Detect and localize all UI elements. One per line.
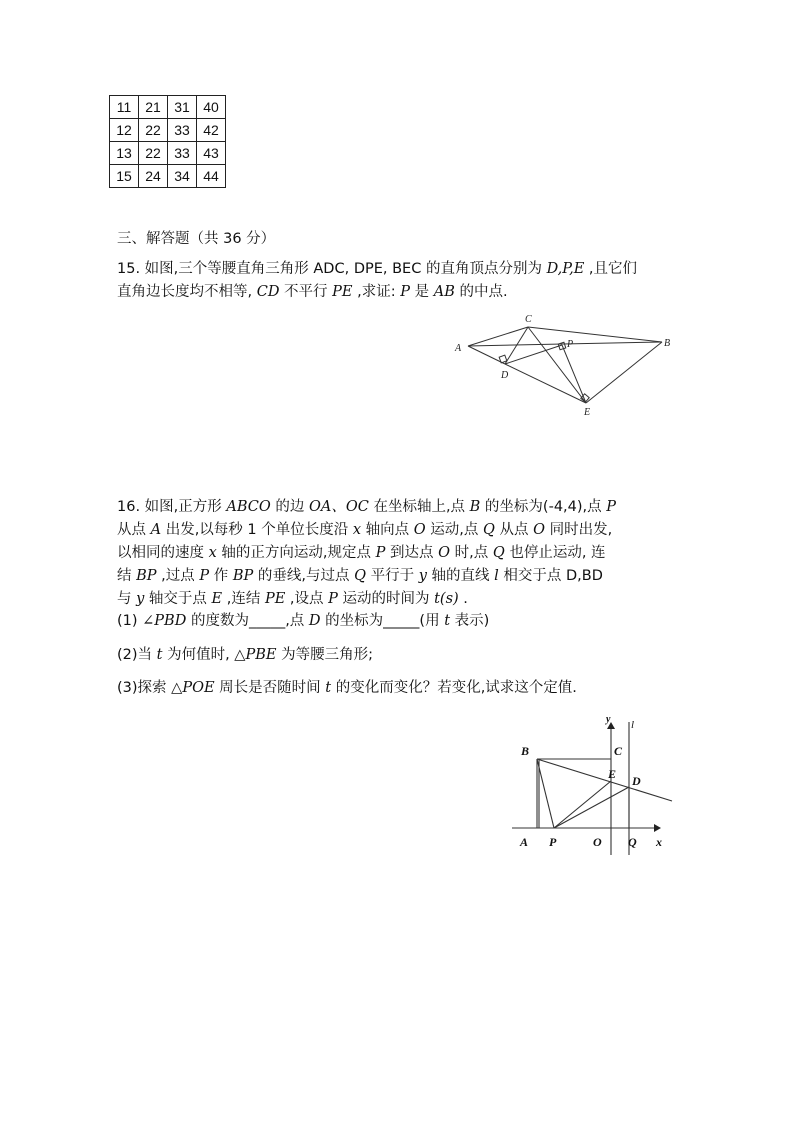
text: 轴的直线 xyxy=(426,568,495,584)
q16-part-2 xyxy=(117,644,373,666)
segment-BD xyxy=(537,759,672,801)
segment-PD xyxy=(554,787,629,828)
text: 的中点. xyxy=(454,284,508,300)
text: 是 xyxy=(410,284,434,300)
math: BP xyxy=(136,568,157,584)
text: 不平行 xyxy=(279,284,333,300)
math: t xyxy=(444,613,451,629)
math: Q xyxy=(354,568,366,584)
q15-line-1 xyxy=(117,258,637,280)
text: 16. 如图,正方形 xyxy=(117,499,227,515)
text: 相交于点 D,BD xyxy=(498,568,603,584)
math: y xyxy=(418,568,427,584)
text: 的垂线,与过点 xyxy=(253,568,355,584)
text: 的度数为_____,点 xyxy=(186,613,309,629)
text: 直角边长度均不相等, xyxy=(117,284,257,300)
label-D: D xyxy=(632,774,641,788)
label-C: C xyxy=(525,314,532,325)
text: 轴向点 xyxy=(361,522,414,538)
text: 从点 xyxy=(494,522,534,538)
text: 出发,以每秒 1 个单位长度沿 xyxy=(161,522,353,538)
math: CD xyxy=(256,284,280,300)
text: 为等腰三角形; xyxy=(276,647,373,663)
math: D xyxy=(308,613,321,629)
math: P xyxy=(375,545,386,561)
segment-AD xyxy=(468,346,505,364)
table-cell: 43 xyxy=(197,142,226,165)
text: 的变化而变化？若变化,试求这个定值. xyxy=(331,680,577,696)
math: x xyxy=(208,545,217,561)
text: ,设点 xyxy=(285,591,329,607)
table-cell: 12 xyxy=(110,119,139,142)
table-cell: 34 xyxy=(168,165,197,188)
math: O xyxy=(413,522,426,538)
math: PE xyxy=(264,591,286,607)
math: P xyxy=(199,568,210,584)
text: ,求证: xyxy=(352,284,401,300)
table-cell: 21 xyxy=(139,96,168,119)
text: ,且它们 xyxy=(584,261,638,277)
segment-BE xyxy=(586,342,662,403)
label-E: E xyxy=(584,407,591,418)
table-cell: 15 xyxy=(110,165,139,188)
math: y xyxy=(136,591,145,607)
text: 的坐标为(-4,4),点 xyxy=(480,499,607,515)
math: POE xyxy=(182,680,215,696)
q16-line-3 xyxy=(117,542,606,564)
label-l: l xyxy=(631,719,635,731)
table-row xyxy=(110,119,226,142)
text: (2)当 xyxy=(117,647,157,663)
text: 同时出发, xyxy=(545,522,613,538)
text: 的边 xyxy=(270,499,309,515)
math: ∠PBD xyxy=(142,613,187,629)
label-P: P xyxy=(549,835,557,849)
text: 作 xyxy=(209,568,233,584)
table-cell: 44 xyxy=(197,165,226,188)
label-B: B xyxy=(664,338,671,349)
segment-CE xyxy=(528,327,586,403)
table-row xyxy=(110,142,226,165)
segment-DE xyxy=(505,364,586,403)
table-cell: 13 xyxy=(110,142,139,165)
math: OA、OC xyxy=(309,499,369,515)
label-C: C xyxy=(614,744,623,758)
q16-line-4 xyxy=(117,565,603,587)
table-row xyxy=(110,165,226,188)
text: 结 xyxy=(117,568,137,584)
q16-part-3 xyxy=(117,677,577,699)
table-cell: 22 xyxy=(139,119,168,142)
q15-line-2 xyxy=(117,281,508,303)
table-cell: 33 xyxy=(168,119,197,142)
text: 表示) xyxy=(450,613,490,629)
segment-PE xyxy=(554,781,611,828)
number-table xyxy=(109,95,226,188)
math: PBE xyxy=(245,647,277,663)
text: 轴的正方向运动,规定点 xyxy=(216,545,376,561)
q16-figure xyxy=(505,705,685,860)
text: 时,点 xyxy=(450,545,493,561)
text: 的坐标为_____(用 xyxy=(320,613,445,629)
text: 也停止运动, 连 xyxy=(504,545,606,561)
q16-part-1 xyxy=(117,610,489,632)
text: ,过点 xyxy=(156,568,200,584)
math: P xyxy=(328,591,338,607)
text: 平行于 xyxy=(365,568,419,584)
label-Q: Q xyxy=(628,835,637,849)
math: Q xyxy=(483,522,495,538)
text: 到达点 xyxy=(385,545,439,561)
table-cell: 31 xyxy=(168,96,197,119)
math: ABCO xyxy=(226,499,271,515)
math: O xyxy=(533,522,545,538)
math: t xyxy=(156,647,163,663)
segment-PE xyxy=(562,345,586,403)
text: 15. 如图,三个等腰直角三角形 ADC, DPE, BEC 的直角顶点分别为 xyxy=(117,261,547,277)
math: Q xyxy=(492,545,505,561)
math: A xyxy=(150,522,162,538)
table-cell: 42 xyxy=(197,119,226,142)
table-cell: 11 xyxy=(110,96,139,119)
math: x xyxy=(352,522,362,538)
label-A: A xyxy=(455,343,462,354)
label-P: P xyxy=(567,339,574,350)
text: 运动的时间为 xyxy=(337,591,435,607)
q16-line-1 xyxy=(117,496,616,518)
text: 为何值时, △ xyxy=(162,647,246,663)
text: 周长是否随时间 xyxy=(214,680,326,696)
text: 轴交于点 xyxy=(144,591,212,607)
math: P xyxy=(400,284,410,300)
label-E: E xyxy=(608,767,617,781)
math: O xyxy=(438,545,450,561)
math: D,P,E xyxy=(546,261,585,277)
math: E xyxy=(211,591,223,607)
table-cell: 33 xyxy=(168,142,197,165)
text: 与 xyxy=(117,591,137,607)
table-cell: 40 xyxy=(197,96,226,119)
math: B xyxy=(469,499,481,515)
math: AB xyxy=(433,284,455,300)
q16-line-5 xyxy=(117,588,468,610)
text: 在坐标轴上,点 xyxy=(368,499,470,515)
segment-CB xyxy=(528,327,662,342)
right-angle-mark-D xyxy=(499,355,507,363)
section-title: 三、解答题（共 36 分） xyxy=(117,231,276,247)
text: (3)探索 △ xyxy=(117,680,183,696)
text: . xyxy=(458,591,468,607)
math: P xyxy=(606,499,617,515)
math: t(s) xyxy=(434,591,459,607)
math: t xyxy=(325,680,332,696)
table-cell: 24 xyxy=(139,165,168,188)
math: PE xyxy=(332,284,353,300)
text: 以相同的速度 xyxy=(117,545,209,561)
math: BP xyxy=(232,568,254,584)
q16-line-2 xyxy=(117,519,612,541)
label-B: B xyxy=(521,744,530,758)
text: 从点 xyxy=(117,522,151,538)
label-y: y xyxy=(606,714,611,725)
text: ,连结 xyxy=(222,591,265,607)
label-A: A xyxy=(520,835,529,849)
segment-AC xyxy=(468,327,528,346)
label-D: D xyxy=(501,370,509,381)
label-O: O xyxy=(593,835,602,849)
table-cell: 22 xyxy=(139,142,168,165)
text: (1) xyxy=(117,613,143,629)
math: l xyxy=(494,568,499,584)
text: 运动,点 xyxy=(425,522,483,538)
table-row xyxy=(110,96,226,119)
q15-figure xyxy=(450,310,680,420)
label-x: x xyxy=(656,835,662,849)
